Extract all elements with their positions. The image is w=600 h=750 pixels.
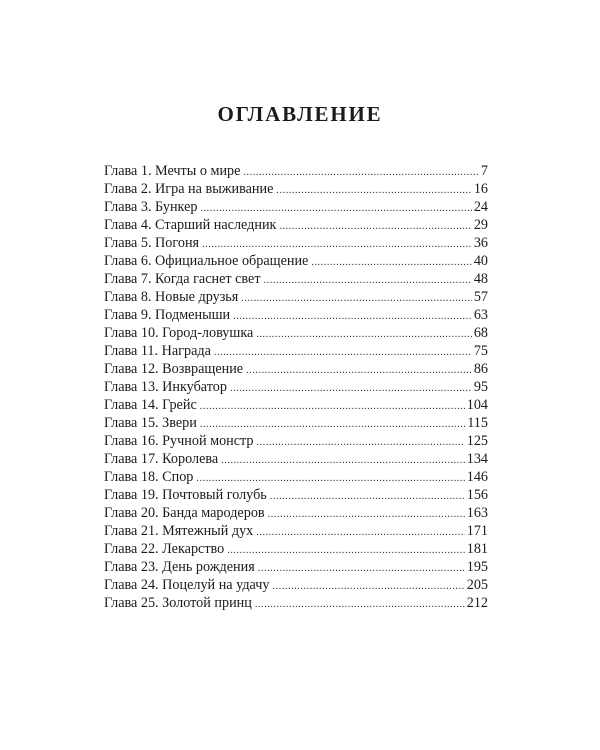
chapter-title: Глава 11. Награда (104, 343, 211, 359)
dot-leader (264, 272, 472, 290)
page-number: 212 (466, 595, 488, 611)
dot-leader (257, 434, 465, 452)
toc-entry (104, 180, 488, 198)
toc-entry (104, 198, 488, 216)
page-number: 134 (466, 451, 488, 467)
chapter-title: Глава 25. Золотой принц (104, 595, 252, 611)
chapter-title: Глава 23. День рождения (104, 559, 255, 575)
dot-leader (276, 182, 471, 200)
chapter-title: Глава 17. Королева (104, 451, 219, 467)
toc-entry (104, 504, 488, 522)
dot-leader (233, 308, 472, 326)
toc-entry (104, 270, 488, 288)
chapter-title: Глава 19. Почтовый голубь (104, 487, 267, 503)
page-number: 75 (473, 343, 488, 359)
chapter-title: Глава 1. Мечты о мире (104, 163, 241, 179)
page-number: 63 (473, 307, 488, 323)
page-number: 68 (473, 325, 488, 341)
page-number: 95 (473, 379, 488, 395)
toc-entry (104, 540, 488, 558)
page-number: 171 (466, 523, 488, 539)
chapter-title: Глава 10. Город-ловушка (104, 325, 254, 341)
page-number: 195 (466, 559, 488, 575)
toc-entry (104, 522, 488, 540)
chapter-title: Глава 22. Лекарство (104, 541, 225, 557)
toc-entry (104, 288, 488, 306)
page-number: 205 (466, 577, 488, 593)
toc-entry (104, 432, 488, 450)
dot-leader (255, 596, 465, 614)
toc-entry (104, 594, 488, 612)
toc-title: ОГЛАВЛЕНИЕ (217, 102, 383, 126)
chapter-title: Глава 8. Новые друзья (104, 289, 239, 305)
dot-leader (230, 380, 472, 398)
chapter-title: Глава 24. Поцелуй на удачу (104, 577, 270, 593)
dot-leader (311, 254, 471, 272)
dot-leader (246, 362, 472, 380)
page-number: 115 (467, 415, 488, 431)
chapter-title: Глава 20. Банда мародеров (104, 505, 265, 521)
chapter-title: Глава 18. Спор (104, 469, 194, 485)
page-number: 40 (473, 253, 488, 269)
page-number: 16 (473, 181, 488, 197)
toc-entry (104, 216, 488, 234)
dot-leader (256, 524, 464, 542)
toc-entry (104, 576, 488, 594)
chapter-title: Глава 4. Старший наследник (104, 217, 277, 233)
chapter-title: Глава 5. Погоня (104, 235, 200, 251)
chapter-title: Глава 15. Звери (104, 415, 197, 431)
dot-leader (268, 506, 465, 524)
toc-entry (104, 360, 488, 378)
toc-entry (104, 468, 488, 486)
dot-leader (200, 398, 465, 416)
dot-leader (227, 542, 464, 560)
toc-entry (104, 396, 488, 414)
toc-entry (104, 252, 488, 270)
dot-leader (256, 326, 472, 344)
toc-entry (104, 414, 488, 432)
toc-entry (104, 306, 488, 324)
toc-entry (104, 486, 488, 504)
chapter-title: Глава 13. Инкубатор (104, 379, 227, 395)
toc-list (104, 162, 488, 612)
dot-leader (214, 344, 472, 362)
dot-leader (273, 578, 465, 596)
page-number: 24 (473, 199, 488, 215)
dot-leader (221, 452, 465, 470)
page-number: 125 (466, 433, 488, 449)
dot-leader (241, 290, 472, 308)
dot-leader (270, 488, 465, 506)
page-number: 86 (473, 361, 488, 377)
toc-entry (104, 162, 488, 180)
chapter-title: Глава 16. Ручной монстр (104, 433, 254, 449)
page-number: 181 (466, 541, 488, 557)
page-number: 146 (466, 469, 488, 485)
chapter-title: Глава 21. Мятежный дух (104, 523, 254, 539)
dot-leader (258, 560, 465, 578)
page-number: 57 (473, 289, 488, 305)
chapter-title: Глава 14. Грейс (104, 397, 197, 413)
chapter-title: Глава 9. Подменыши (104, 307, 231, 323)
chapter-title: Глава 7. Когда гаснет свет (104, 271, 261, 287)
page-number: 7 (480, 163, 488, 179)
toc-entry (104, 450, 488, 468)
chapter-title: Глава 12. Возвращение (104, 361, 244, 377)
page-number: 36 (473, 235, 488, 251)
chapter-title: Глава 6. Официальное обращение (104, 253, 309, 269)
toc-entry (104, 342, 488, 360)
page-number: 156 (466, 487, 488, 503)
chapter-title: Глава 3. Бункер (104, 199, 198, 215)
page-number: 163 (466, 505, 488, 521)
toc-entry (104, 378, 488, 396)
toc-entry (104, 234, 488, 252)
page-number: 48 (473, 271, 488, 287)
page-number: 104 (466, 397, 488, 413)
chapter-title: Глава 2. Игра на выживание (104, 181, 274, 197)
dot-leader (243, 164, 478, 182)
toc-entry (104, 558, 488, 576)
toc-entry (104, 324, 488, 342)
page-number: 29 (473, 217, 488, 233)
dot-leader (279, 218, 471, 236)
